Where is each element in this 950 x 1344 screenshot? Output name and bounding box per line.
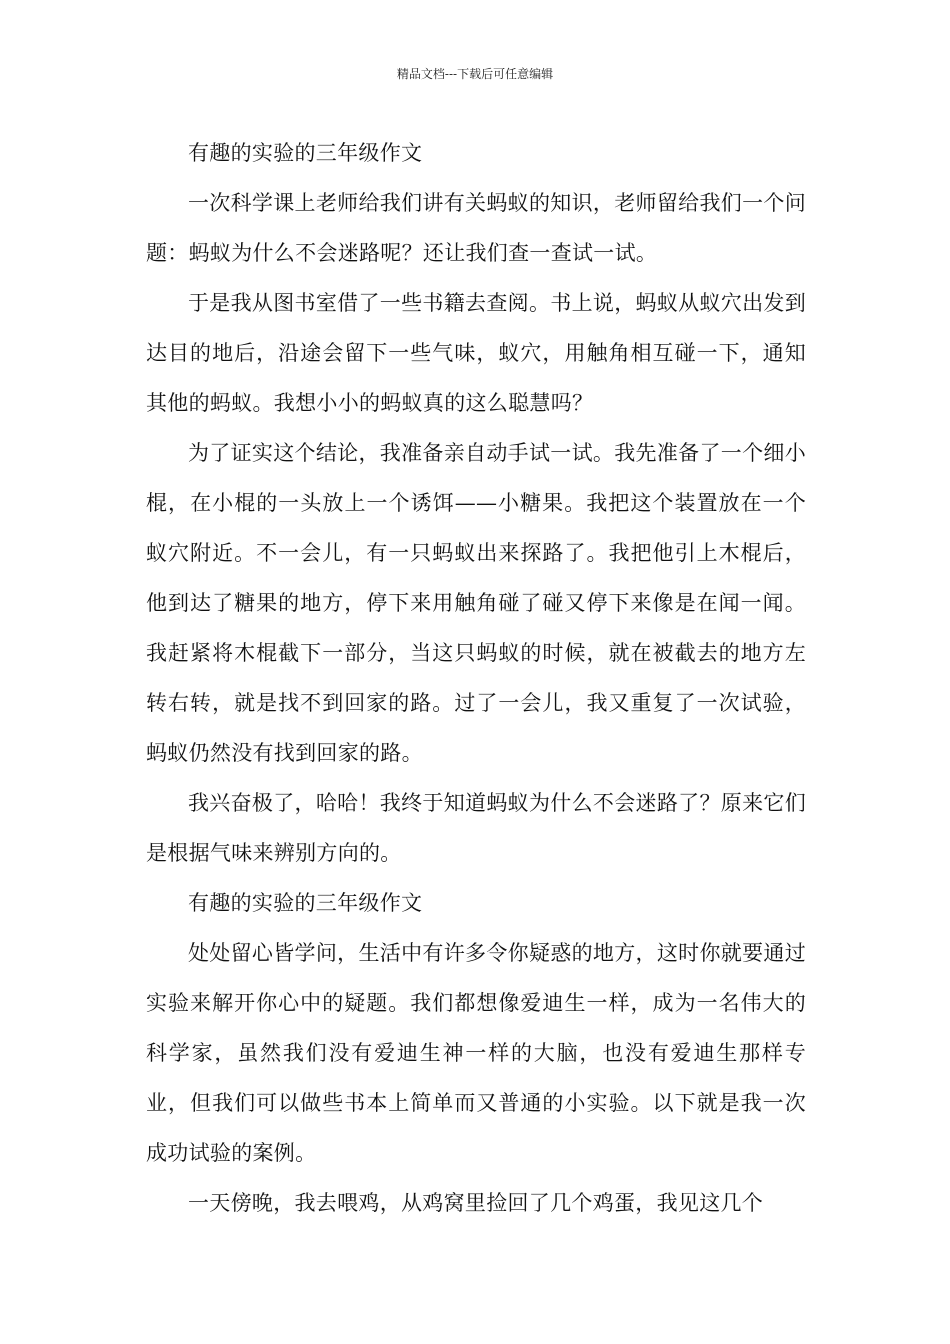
document-body	[146, 128, 806, 1228]
paragraph: 一天傍晚，我去喂鸡，从鸡窝里捡回了几个鸡蛋，我见这几个	[188, 1191, 764, 1215]
paragraph: 我兴奋极了，哈哈！我终于知道蚂蚁为什么不会迷路了？原来它们是根据气味来辨别方向的。	[146, 791, 806, 865]
page-header: 精品文档---下载后可任意编辑	[396, 67, 554, 81]
paragraph: 一次科学课上老师给我们讲有关蚂蚁的知识，老师留给我们一个问题：蚂蚁为什么不会迷路呢？还让我们查一查试一试。	[146, 191, 806, 265]
paragraph: 处处留心皆学问，生活中有许多令你疑惑的地方，这时你就要通过实验来解开你心中的疑题。我们都想像爱迪生一样，成为一名伟大的科学家，虽然我们没有爱迪生神一样的大脑，也没有爱迪生那样专业，但我们可以做些书本上简单而又普通的小实验。以下就是我一次成功试验的案例。	[146, 941, 806, 1165]
paragraph: 为了证实这个结论，我准备亲自动手试一试。我先准备了一个细小棍，在小棍的一头放上一个诱饵——小糖果。我把这个装置放在一个蚁穴附近。不一会儿，有一只蚂蚁出来探路了。我把他引上木棍后，他到达了糖果的地方，停下来用触角碰了碰又停下来像是在闻一闻。我赶紧将木棍截下一部分，当这只蚂蚁的时候，就在被截去的地方左转右转，就是找不到回家的路。过了一会儿，我又重复了一次试验，蚂蚁仍然没有找到回家的路。	[146, 441, 806, 765]
essay-title: 有趣的实验的三年级作文	[188, 891, 423, 915]
paragraph: 于是我从图书室借了一些书籍去查阅。书上说，蚂蚁从蚁穴出发到达目的地后，沿途会留下一些气味，蚁穴，用触角相互碰一下，通知其他的蚂蚁。我想小小的蚂蚁真的这么聪慧吗？	[146, 291, 806, 415]
essay-title: 有趣的实验的三年级作文	[188, 141, 423, 165]
